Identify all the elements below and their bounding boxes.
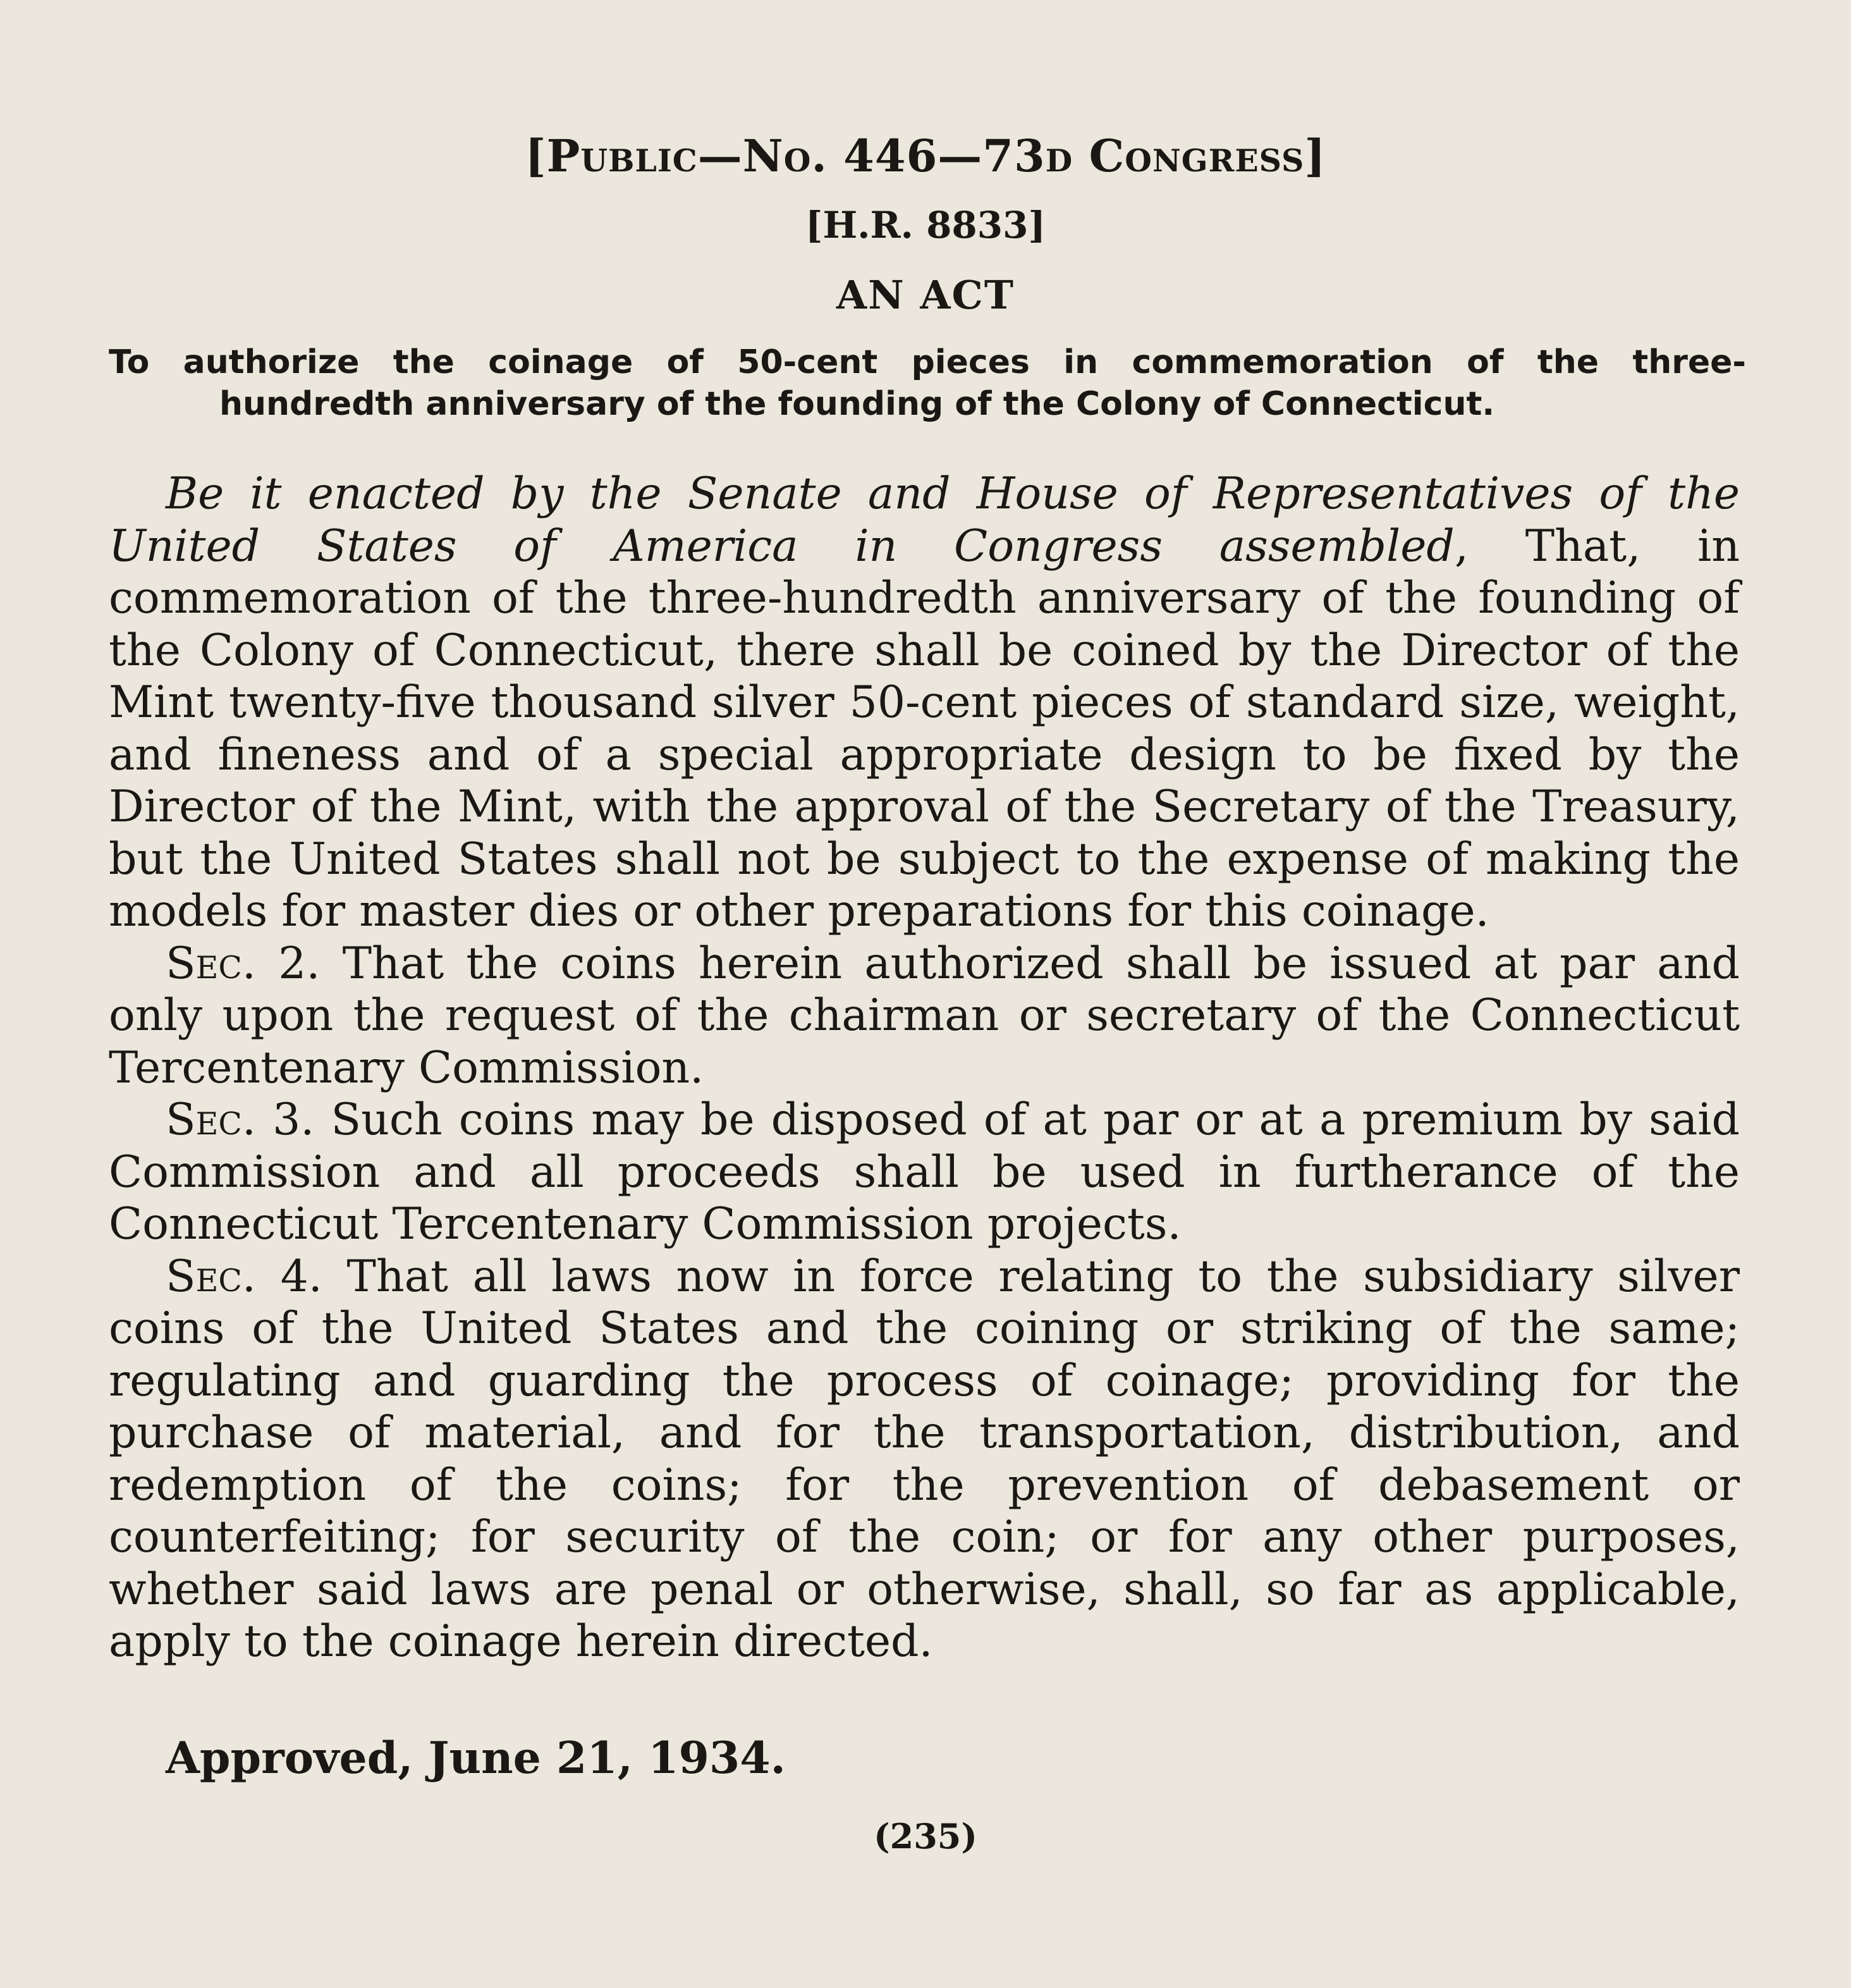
page-number: (235) — [874, 1816, 977, 1856]
section-3 — [109, 1094, 1740, 1251]
act-heading: AN ACT — [836, 272, 1015, 318]
approval-date: Approved, June 21, 1934. — [166, 1733, 786, 1784]
purpose-line-2: hundredth anniversary of the founding of the Colony of Connecticut. — [219, 385, 1495, 423]
section-label: Sec. 2. — [166, 937, 321, 989]
act-purpose — [109, 341, 1746, 425]
section-text: That the coins herein authorized shall be issued at par and only upon the request of the chairman or secretary of the Connecticut Tercentenary Commission. — [109, 937, 1740, 1093]
section-4 — [109, 1251, 1740, 1668]
section-text: That all laws now in force relating to the subsidiary silver coins of the United States and the coining or striking of the same; regulating and guarding the process of coinage; providing for the purchase of material, and for the transportation, distribution, and redemption of the coins; for the prevention of debasement or counterfeiting; for security of the coin; or for any other purposes, whether said laws are penal or otherwise, shall, so far as applicable, apply to the coinage herein directed. — [109, 1250, 1740, 1667]
bill-number: [H.R. 8833] — [805, 204, 1046, 247]
section-2 — [109, 938, 1740, 1095]
section-label: Sec. 4. — [166, 1250, 322, 1302]
purpose-line-1: To authorize the coinage of 50-cent pieces in commemoration of the three- — [109, 343, 1746, 381]
section-label: Sec. 3. — [166, 1094, 315, 1145]
section-text: Such coins may be disposed of at par or at a premium by said Commission and all proceeds shall be used in furtherance of the Connecticut Tercentenary Commission projects. — [109, 1094, 1740, 1249]
section-1-text: , That, in commemoration of the three-hundredth anniversary of the founding of the Colony of Connecticut, there shall be coined by the Director of the Mint twenty-five thousand silver 50-cent pieces of standard size, weight, and fineness and of a special appropriate design to be fixed by the Director of the Mint, with the approval of the Secretary of the Treasury, but the United States shall not be subject to the expense of making the models for master dies or other preparations for this coinage. — [109, 520, 1740, 936]
act-body — [109, 468, 1740, 1668]
enacting-clause — [109, 468, 1740, 938]
enacting-formula: Be it enacted by the Senate and House of Representatives of the United States of America in Congress assembled — [109, 468, 1740, 572]
congress-line: [Public—No. 446—73d Congress] — [525, 130, 1326, 182]
